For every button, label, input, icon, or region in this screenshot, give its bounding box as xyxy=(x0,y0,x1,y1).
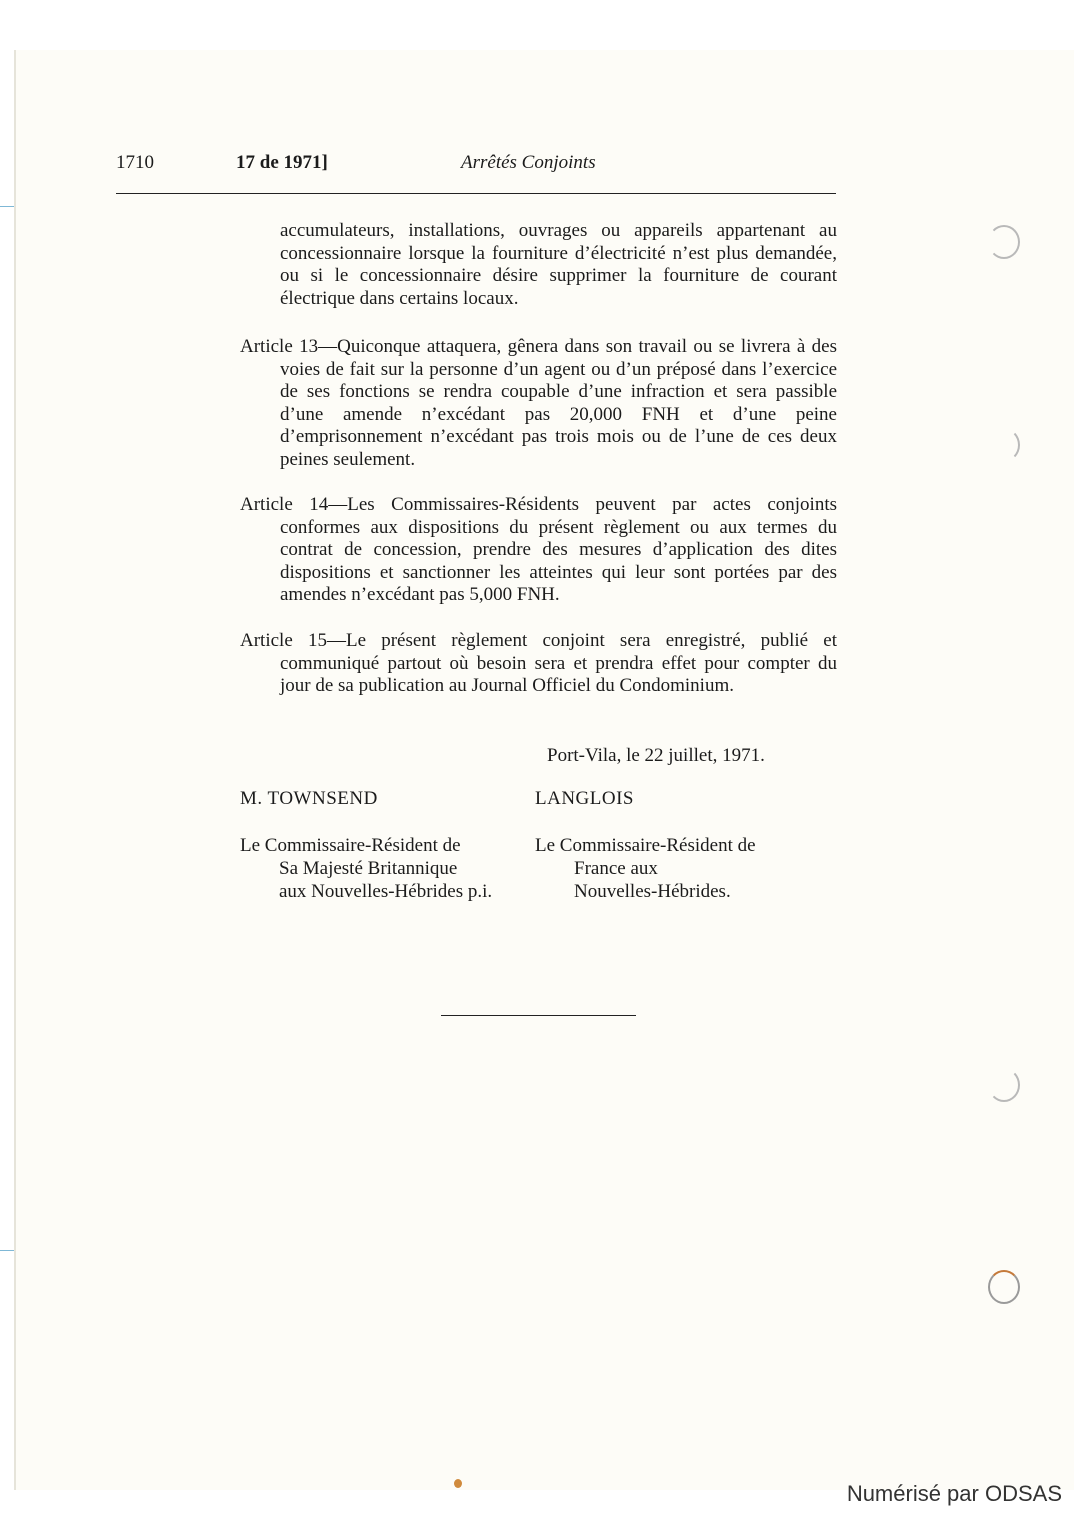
punch-hole xyxy=(988,428,1020,462)
document-reference: 17 de 1971] xyxy=(236,152,328,173)
punch-hole xyxy=(988,225,1020,259)
dateline: Port-Vila, le 22 juillet, 1971. xyxy=(547,745,765,766)
signatory-right-title-line: Nouvelles-Hébrides. xyxy=(574,881,731,902)
punch-hole xyxy=(988,1270,1020,1304)
signatory-right-title-line: France aux xyxy=(574,858,658,879)
signatory-left-title-line: Le Commissaire-Résident de xyxy=(240,835,461,856)
continuation-paragraph: accumulateurs, installations, ouvrages ou appareils appartenant au concessionnaire lorsque la fourniture d’électricité n’est plus demandée, ou si le concessionnaire désire supprimer la fourniture de courant électrique dans certains locaux. xyxy=(280,220,837,309)
signatory-right-name: LANGLOIS xyxy=(535,788,634,809)
end-rule xyxy=(441,1015,636,1016)
signatory-left-title xyxy=(240,834,492,903)
article-15: Article 15—Le présent règlement conjoint sera enregistré, publié et communiqué partout où besoin sera et prendra effet pour compter du jour de sa publication au Journal Officiel du Condominium. xyxy=(240,630,837,696)
edge-mark xyxy=(0,206,14,207)
edge-mark xyxy=(0,1250,14,1251)
signatory-left-name: M. TOWNSEND xyxy=(240,788,378,809)
page-number: 1710 xyxy=(116,152,154,173)
header-rule xyxy=(116,193,836,194)
stain-mark xyxy=(454,1479,462,1488)
signatory-left-title-line: aux Nouvelles-Hébrides p.i. xyxy=(279,881,493,902)
article-14: Article 14—Les Commissaires-Résidents peuvent par actes conjoints conformes aux dispositions du présent règlement ou aux termes du contrat de concession, prendre des mesures d’application des dites dispositions et sanctionner les atteintes qui leur sont portées par des amendes n’excédant pas 5,000 FNH. xyxy=(240,494,837,605)
digitization-watermark: Numérisé par ODSAS xyxy=(846,1481,1062,1506)
signatory-right-title xyxy=(535,834,756,903)
running-title: Arrêtés Conjoints xyxy=(461,152,596,173)
signatory-left-title-line: Sa Majesté Britannique xyxy=(279,858,458,879)
punch-hole xyxy=(988,1068,1020,1102)
page-header xyxy=(116,152,836,182)
article-13: Article 13—Quiconque attaquera, gênera dans son travail ou se livrera à des voies de fait sur la personne d’un agent ou d’un préposé dans l’exercice de ses fonctions se rendra coupable d’une infraction et sera passible d’une amende n’excédant pas 20,000 FNH et d’une peine d’emprisonnement n’excédant pas trois mois ou de l’une de ces deux peines seulement. xyxy=(240,336,837,470)
signatory-right-title-line: Le Commissaire-Résident de xyxy=(535,835,756,856)
